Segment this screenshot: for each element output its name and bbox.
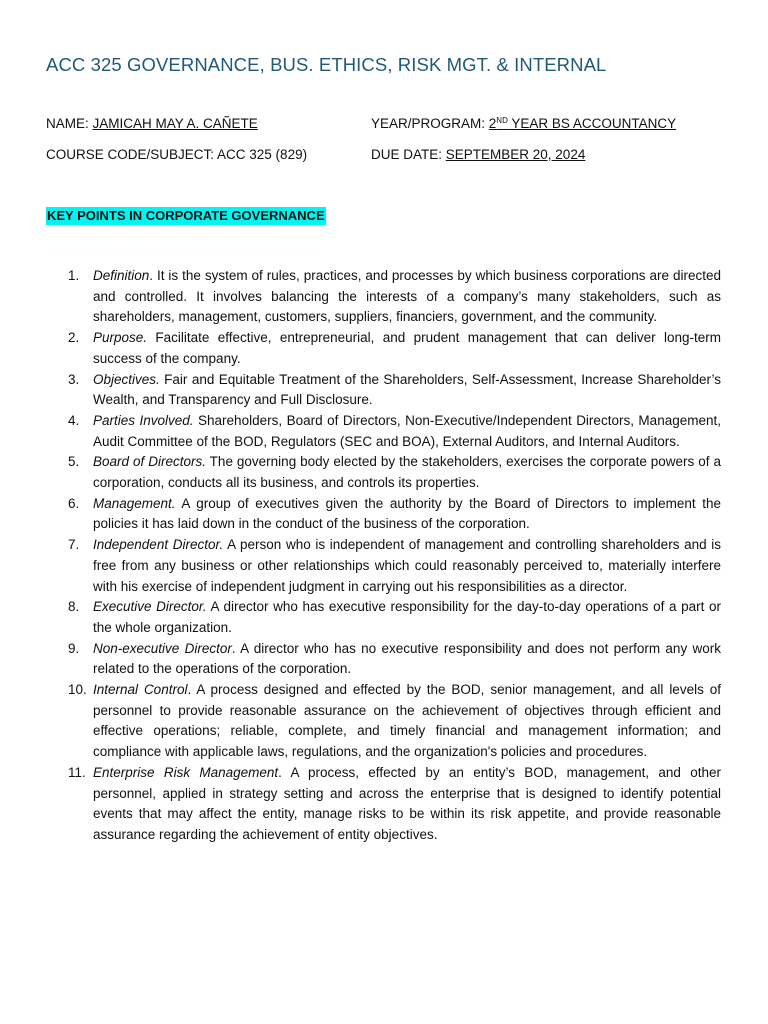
course-label: COURSE CODE/SUBJECT: <box>46 147 218 162</box>
item-term: Management. <box>93 495 176 511</box>
list-item <box>46 452 721 493</box>
list-item <box>46 494 721 535</box>
item-text: . A process designed and effected by the BOD, senior management, and all levels of personnel to provide reasonable assurance on the achievement of objectives through efficient and effective operations; reliable, complete, and timely financial and management information; and compliance with applicable laws, regulations, and the organization's policies and procedures. <box>93 682 721 760</box>
item-term: Board of Directors. <box>93 454 206 470</box>
item-text: . A process, effected by an entity’s BOD, management, and other personnel, applied in strategy setting and across the enterprise that is designed to identify potential events that may affect the entity, manage risks to be within its risk appetite, and provide reasonable assurance regarding the achievement of entity objectives. <box>93 764 721 842</box>
name-label: NAME: <box>46 116 93 131</box>
item-term: Enterprise Risk Management <box>93 764 279 780</box>
item-term: Non-executive Director <box>93 640 232 656</box>
due-label: DUE DATE: <box>371 147 446 162</box>
item-text: A group of executives given the authority by the Board of Directors to implement the policies it has laid down in the conduct of the business of the corporation. <box>93 495 721 532</box>
item-term: Parties Involved. <box>93 412 194 428</box>
course-line <box>46 147 307 162</box>
due-date-value: SEPTEMBER 20, 2024 <box>445 147 586 162</box>
list-item <box>46 639 721 680</box>
list-item <box>46 680 721 763</box>
item-text: Fair and Equitable Treatment of the Shareholders, Self-Assessment, Increase Shareholder’s Wealth, and Transparency and Full Disclosure. <box>93 371 721 408</box>
list-item <box>46 411 721 452</box>
item-number: 1. <box>68 268 80 283</box>
item-text: Facilitate effective, entrepreneurial, and prudent management that can deliver long-term success of the company. <box>93 330 721 366</box>
list-item <box>46 266 721 328</box>
year-number: 2 <box>488 116 497 131</box>
item-term: Executive Director. <box>93 599 207 615</box>
key-points-list <box>46 266 721 846</box>
item-number: 7. <box>68 537 80 553</box>
item-text: A director who has executive responsibility for the day-to-day operations of a part or the whole organization. <box>93 599 721 635</box>
list-item <box>46 370 721 411</box>
list-item <box>46 763 721 846</box>
item-text: . It is the system of rules, practices, and processes by which business corporations are directed and controlled. It involves balancing the interests of a company’s many stakeholders, such as shareholders, management, customers, suppliers, financiers, government, and the community. <box>93 268 721 325</box>
name-line <box>46 116 258 131</box>
item-number: 11. <box>68 764 86 780</box>
year-program-text: YEAR BS ACCOUNTANCY <box>507 116 677 131</box>
item-text: . A director who has no executive responsibility and does not perform any work related to the operations of the corporation. <box>93 640 721 677</box>
section-heading: KEY POINTS IN CORPORATE GOVERNANCE <box>47 208 325 223</box>
document-title: ACC 325 GOVERNANCE, BUS. ETHICS, RISK MGT. & INTERNAL <box>46 54 607 75</box>
item-number: 2. <box>68 330 80 346</box>
item-text: Shareholders, Board of Directors, Non-Executive/Independent Directors, Management, Audit Committee of the BOD, Regulators (SEC and BOA), External Auditors, and Internal Auditors. <box>93 412 721 449</box>
item-number: 4. <box>68 412 80 428</box>
item-term: Definition <box>93 268 150 283</box>
list-item <box>46 328 721 369</box>
name-value: JAMICAH MAY A. CAÑETE <box>92 116 258 131</box>
item-number: 9. <box>68 640 80 656</box>
due-date-line <box>371 147 585 162</box>
item-number: 10. <box>68 682 87 698</box>
year-program-line <box>371 116 676 131</box>
item-term: Purpose. <box>93 330 148 346</box>
item-term: Independent Director. <box>93 537 224 553</box>
year-value <box>489 116 676 131</box>
item-number: 3. <box>68 371 80 387</box>
list-item <box>46 597 721 638</box>
year-ordinal-suffix: ND <box>496 116 508 125</box>
item-text: The governing body elected by the stakeholders, exercises the corporate powers of a corporation, conducts all its business, and controls its properties. <box>93 454 721 491</box>
course-value: ACC 325 (829) <box>217 147 308 162</box>
item-number: 6. <box>68 495 80 511</box>
item-text: A person who is independent of management and controlling shareholders and is free from any business or other relationships which could reasonably perceived to, materially interfere with his exercise of independent judgment in carrying out his responsibilities as a director. <box>93 537 721 594</box>
item-number: 5. <box>68 454 80 470</box>
item-term: Objectives. <box>93 371 160 387</box>
list-item <box>46 535 721 597</box>
year-label: YEAR/PROGRAM: <box>371 116 489 131</box>
item-term: Internal Control <box>93 682 188 698</box>
item-number: 8. <box>68 599 80 615</box>
